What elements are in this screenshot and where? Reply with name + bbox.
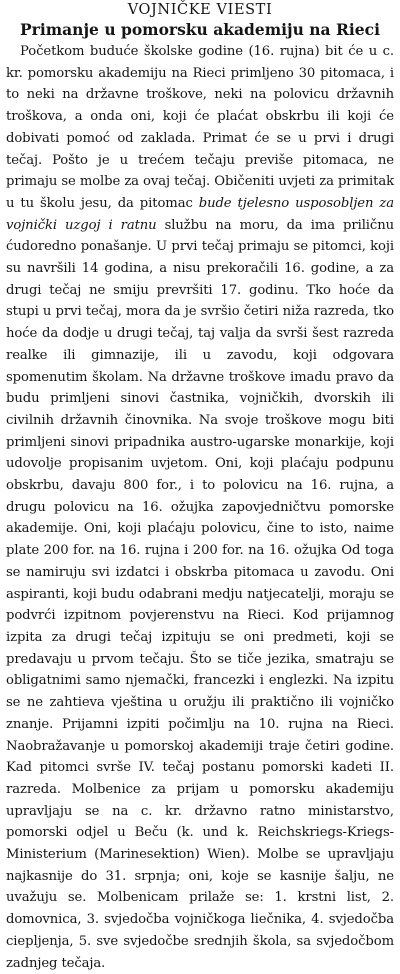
body-text-part-2: službu na moru, da ima priličnu ćudoredno ponašanje. U prvi tečaj primaju se pitomci, koji su navršili 14 godina, a nisu prekoračili 16. godine, a za drugi tečaj ne smiju prevršiti 17. godinu. Tko hoće da stupi u prvi tečaj, mora da je svršio četiri niža razreda, tko hoće da dodje u drugi tečaj, taj valja da svrši šest razreda realke ili gimnazije, ili u zavodu, koji odgovara spomenutim školam. Na državne troškove imadu pravo da budu primljeni sinovi častnika, vojničkih, dvorskih ili civilnih državnih činovnika. Na svoje troškove mogu biti primljeni sinovi pripadnika austro-ugarske monarkije, koji udovolje propisanim uvjetom. Oni, koji plaćaju podpunu obskrbu, davaju 800 for., i to polovicu na 16. rujna, a drugu polovicu na 16. ožujka zapovjedničtvu pomorske akademije. Oni, koji plaćaju polovicu, čine to isto, naime plate 200 for. na 16. rujna i 200 for. na 16. ožujka Od toga se namiruju svi izdatci i obskrba pitomaca u zavodu. Oni aspiranti, koji budu odabrani medju natjecatelji, moraju se podvrći izpitnom povjerenstvu na Rieci. Kod prijamnog izpita za drugi tečaj izpituju se oni predmeti, koji se predavaju u prvom tečaju. Što se tiče jezika, smatraju se obligatnimi samo njemački, francezki i englezki. Na izpitu se ne zahtieva vještina u oružju ili praktično ili vojničko znanje. Prijamni izpiti počimlju na 10. rujna na Rieci. Naobražavanje u pomorskoj akademiji traje četiri godine. Kad pitomci svrše IV. tečaj postanu pomorski kadeti II. razreda. Molbenice za prijam u pomorsku akademiju upravljaju se na c. kr. državno ratno ministarstvo, pomorski odjel u Beču (k. und k. Reichskriegs-Kriegs-Ministerium (Marinesektion) Wien). Molbe se upravljaju najkasnije do 31. srpnja; oni, koje se kasnije šalju, ne uvažuju se. Molbenicam prilaže se: 1. krstni list, 2. domovnica, 3. svjedočba vojničkoga liečnika, 4. svjedočba ciepljenja, 5. sve svjedočbe srednjih škola, sa svjedočbom zadnjeg tečaja. [6,217,394,971]
article-headline: Primanje u pomorsku akademiju na Rieci [20,20,380,39]
body-text-part-1: Početkom buduće školske godine (16. rujna) bit će u c. kr. pomorsku akademiju na Rieci primljeno 30 pitomaca, i to neki na državne troškove, neki na polovicu državnih troškova, a onda oni, koji će plaćat obskrbu ili koji će dobivati pomoć od zaklada. Primat će se u prvi i drugi tečaj. Pošto je u trećem tečaju previše pitomaca, ne primaju se molbe za ovaj tečaj. Običeniti uvjeti za primitak u tu školu jesu, da pitomac [6,44,394,211]
body-text-emphasis: bude tjelesno usposobljen za vojnički uzgoj i ratnu [6,195,394,233]
news-article [6,2,394,974]
section-heading: VOJNIČKE VIESTI [127,2,273,18]
article-body [6,41,394,974]
